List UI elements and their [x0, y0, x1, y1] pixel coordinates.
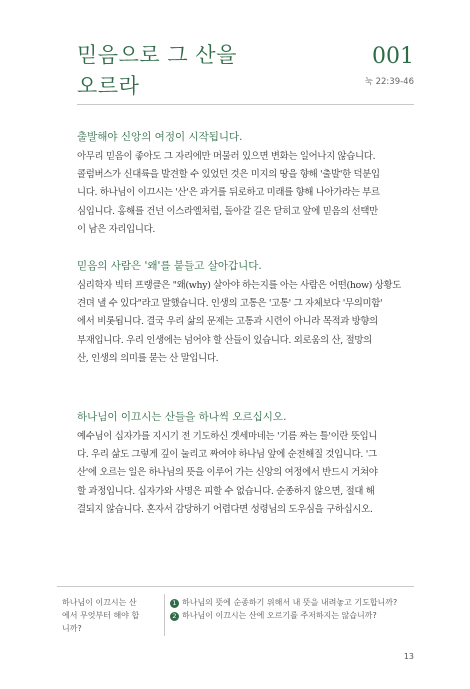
header-divider: [77, 104, 414, 105]
body-line: 산, 인생의 의미를 묻는 산 말입니다.: [77, 352, 219, 364]
question-text: 하나님이 이끄시는 산에 오르기를 주저하지는 않습니까?: [182, 611, 377, 620]
reflection-vertical-divider: [164, 594, 165, 636]
body-line: 콜럼버스가 신대륙을 발견할 수 있었던 것은 미지의 땅을 향해 '출발'한 덕분입: [77, 169, 380, 181]
prompt-line: 니까?: [62, 624, 82, 633]
reflection-question: [170, 596, 397, 609]
body-line: 다. 우리 삶도 그렇게 깊이 눌리고 짜여야 하나님 앞에 순전해질 것입니다. '그: [77, 449, 377, 461]
section-3: [77, 408, 417, 519]
devotion-number: 001: [372, 44, 414, 69]
reflection-prompt: [62, 596, 162, 635]
body-line: 산'에 오르는 일은 하나님의 뜻을 이루어 가는 신앙의 여정에서 반드시 거쳐야: [77, 467, 378, 479]
prompt-line: 에서 무엇부터 해야 합: [62, 611, 140, 620]
body-line: 심리학자 빅터 프랭클은 "왜(why) 살아야 하는지를 아는 사람은 어떤(how) 상황도: [77, 280, 402, 291]
body-line: 니다. 하나님이 이끄시는 '산'은 과거를 뒤로하고 미래를 향해 나아가라는 부르: [77, 187, 380, 199]
number-circle-icon: 2: [170, 612, 179, 621]
body-line: 아무리 믿음이 좋아도 그 자리에만 머물러 있으면 변화는 일어나지 않습니다.: [77, 151, 376, 162]
section-2: [77, 257, 417, 368]
body-line: 에서 비롯됩니다. 결국 우리 삶의 문제는 고통과 시련이 아니라 목적과 방향의: [77, 316, 378, 328]
page-number: 13: [403, 652, 414, 661]
page-title: [77, 40, 237, 102]
body-line: 이 남은 자리입니다.: [77, 223, 156, 235]
number-circle-icon: 1: [170, 599, 179, 608]
body-line: 부재입니다. 우리 인생에는 넘어야 할 산들이 있습니다. 외로움의 산, 절망의: [77, 334, 372, 346]
reflection-question: [170, 609, 397, 622]
title-line-1: 믿음으로 그 산을: [77, 43, 237, 67]
body-line: 예수님이 십자가를 지시기 전 기도하신 겟세마네는 '기름 짜는 틀'이란 뜻입니: [77, 431, 378, 442]
body-line: 결되지 않습니다. 혼자서 감당하기 어렵다면 성령님의 도우심을 구하십시오.: [77, 503, 373, 515]
body-line: 견뎌 낼 수 있다"라고 말했습니다. 인생의 고통은 '고통' 그 자체보다 '무의미함': [77, 298, 383, 310]
scripture-reference: 눅 22:39-46: [364, 77, 414, 87]
section-heading: 믿음의 사람은 '왜'를 붙들고 살아갑니다.: [77, 260, 262, 272]
section-heading: 출발해야 신앙의 여정이 시작됩니다.: [77, 131, 243, 143]
body-line: 심입니다. 홍해를 건넌 이스라엘처럼, 돌아갈 길은 닫히고 앞에 믿음의 선택만: [77, 205, 378, 217]
reflection-questions: [170, 596, 397, 622]
prompt-line: 하나님이 이끄시는 산: [62, 598, 137, 607]
reflection-divider: [57, 586, 414, 587]
section-heading: 하나님이 이끄시는 산들을 하나씩 오르십시오.: [77, 411, 287, 423]
title-line-2: 오르라: [77, 74, 140, 98]
section-1: [77, 128, 417, 239]
body-line: 할 과정입니다. 십자가와 사명은 피할 수 없습니다. 순종하지 않으면, 절대 해: [77, 485, 375, 497]
question-text: 하나님의 뜻에 순종하기 위해서 내 뜻을 내려놓고 기도합니까?: [182, 598, 398, 607]
